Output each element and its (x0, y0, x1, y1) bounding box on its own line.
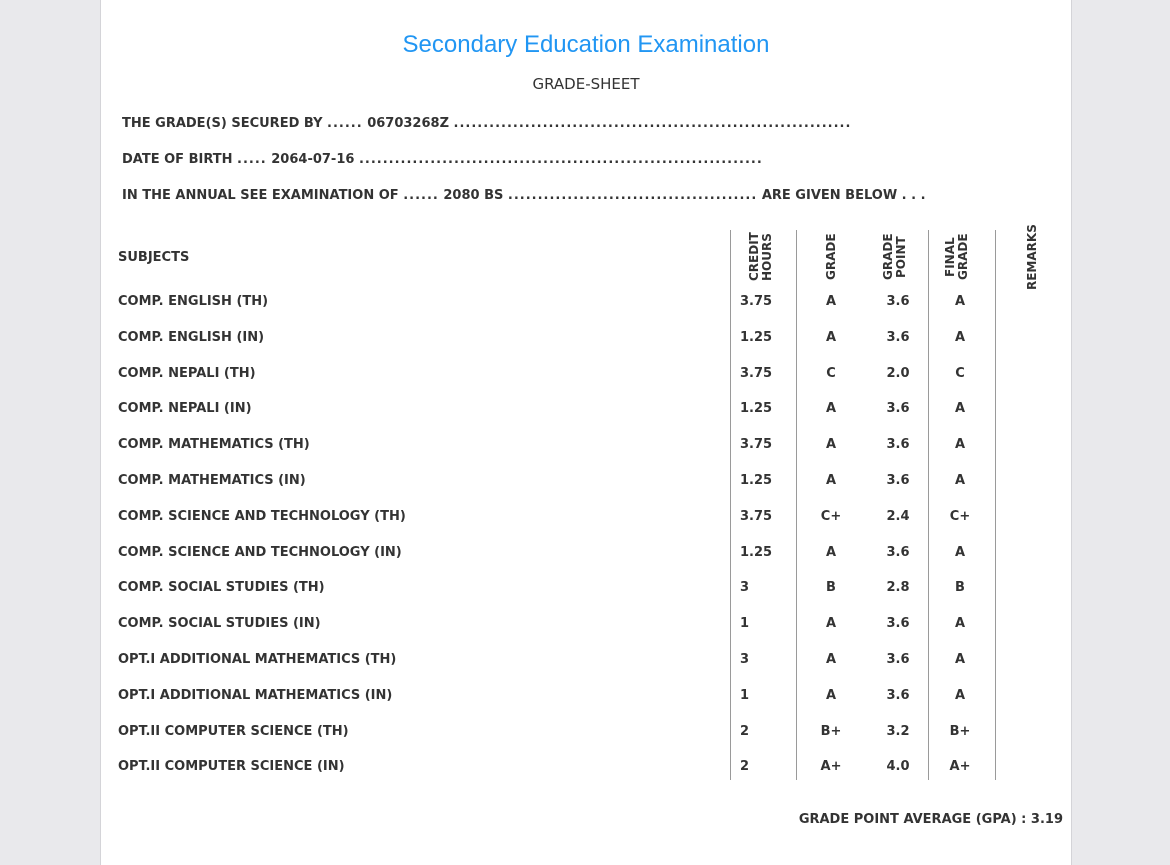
exam-dots-after: .......................................... (507, 188, 758, 203)
grade-point-cell: 3.6 (886, 616, 910, 632)
grade-cell: A (825, 544, 837, 560)
final-grade-cell: A (954, 401, 966, 417)
grade-point-cell: 3.6 (886, 437, 910, 453)
subject-cell: OPT.II COMPUTER SCIENCE (IN) (118, 759, 345, 775)
subject-cell: COMP. ENGLISH (TH) (118, 294, 269, 309)
credit-hours-cell: 2 (740, 723, 750, 739)
subject-cell: COMP. MATHEMATICS (IN) (118, 473, 306, 488)
credit-hours-cell: 1.25 (740, 473, 773, 488)
exam-year: 2080 BS (443, 188, 504, 203)
grade-header: GRADE (824, 233, 838, 281)
table-row (101, 607, 1071, 643)
secured-by-label: THE GRADE(S) SECURED BY (122, 116, 323, 131)
credit-hours-cell: 1.25 (740, 401, 773, 417)
grade-cell: C+ (820, 508, 842, 524)
dob-label: DATE OF BIRTH (122, 152, 233, 167)
gpa-label: GRADE POINT AVERAGE (GPA) : (798, 812, 1027, 827)
final-grade-cell: A+ (949, 759, 971, 775)
credit-hours-cell: 1 (740, 687, 750, 703)
grade-point-cell: 2.0 (886, 365, 910, 381)
dob-value: 2064-07-16 (271, 152, 355, 167)
grade-sheet-heading: GRADE-SHEET (532, 75, 640, 93)
credit-hours-cell: 1.25 (740, 329, 773, 345)
subject-cell: OPT.I ADDITIONAL MATHEMATICS (TH) (118, 652, 397, 667)
subject-cell: COMP. ENGLISH (IN) (118, 329, 265, 345)
grade-cell: A (825, 687, 837, 703)
grade-cell: A (825, 437, 837, 453)
grade-cell: A (825, 401, 837, 417)
table-row (101, 357, 1071, 393)
remarks-header: REMARKS (1025, 224, 1039, 290)
final-grade-cell: A (954, 473, 966, 488)
table-row (101, 715, 1071, 751)
secured-by-line (122, 116, 851, 131)
grade-point-cell: 3.2 (886, 723, 910, 739)
final-grade-cell: A (954, 437, 966, 453)
grade-cell: A (825, 473, 837, 488)
grade-cell: A (825, 616, 837, 632)
final-grade-cell: C (955, 365, 965, 381)
final-grade-cell: A (954, 544, 966, 560)
final-grade-cell: C+ (949, 508, 971, 524)
grade-cell: A (825, 294, 837, 309)
subject-cell: COMP. NEPALI (IN) (118, 401, 252, 417)
grade-cell: A (825, 652, 837, 667)
final-grade-cell: B (955, 580, 965, 596)
credit-hours-cell: 2 (740, 759, 750, 775)
subject-cell: OPT.II COMPUTER SCIENCE (TH) (118, 723, 349, 739)
table-row (101, 321, 1071, 357)
subjects-header: SUBJECTS (118, 250, 190, 265)
grade-point-cell: 3.6 (886, 652, 910, 667)
grade-cell: B (826, 580, 836, 596)
subject-cell: COMP. SOCIAL STUDIES (IN) (118, 616, 321, 632)
table-row (101, 536, 1071, 572)
gpa-line (799, 812, 1063, 827)
grade-point-cell: 3.6 (886, 473, 910, 488)
exam-title: Secondary Education Examination (402, 31, 770, 58)
exam-label: IN THE ANNUAL SEE EXAMINATION OF (122, 188, 399, 203)
grade-cell: C (826, 365, 836, 381)
subject-cell: COMP. MATHEMATICS (TH) (118, 437, 310, 453)
grade-point-cell: 3.6 (886, 401, 910, 417)
dob-dots-before: ..... (237, 152, 267, 167)
table-row (101, 500, 1071, 536)
final-grade-cell: A (954, 616, 966, 632)
final-grade-cell: A (954, 294, 966, 309)
table-row (101, 679, 1071, 715)
final-grade-cell: A (954, 652, 966, 667)
subject-cell: COMP. SCIENCE AND TECHNOLOGY (TH) (118, 508, 406, 524)
grade-point-cell: 2.8 (886, 580, 910, 596)
subject-cell: COMP. SCIENCE AND TECHNOLOGY (IN) (118, 544, 402, 560)
grade-point-cell: 3.6 (886, 329, 910, 345)
symbol-number: 06703268Z (367, 116, 449, 131)
final-grade-header: FINAL GRADE (943, 233, 970, 281)
grade-cell: A (825, 329, 837, 345)
final-grade-cell: B+ (949, 723, 971, 739)
credit-hours-cell: 3.75 (740, 437, 773, 453)
subject-cell: COMP. NEPALI (TH) (118, 365, 256, 381)
credit-hours-cell: 3 (740, 652, 750, 667)
grade-point-cell: 2.4 (886, 508, 910, 524)
table-row (101, 392, 1071, 428)
dob-line (122, 152, 763, 167)
grade-point-cell: 4.0 (886, 759, 910, 775)
table-row (101, 464, 1071, 500)
final-grade-cell: A (954, 687, 966, 703)
grade-cell: A+ (820, 759, 842, 775)
credit-hours-cell: 1 (740, 616, 750, 632)
grade-point-cell: 3.6 (886, 294, 910, 309)
grade-sheet-page (100, 0, 1072, 865)
table-row (101, 571, 1071, 607)
credit-hours-cell: 1.25 (740, 544, 773, 560)
exam-line (122, 188, 926, 203)
table-row (101, 643, 1071, 679)
exam-dots-before: ...... (403, 188, 439, 203)
grade-point-cell: 3.6 (886, 544, 910, 560)
credit-hours-cell: 3 (740, 580, 750, 596)
final-grade-cell: A (954, 329, 966, 345)
subject-cell: OPT.I ADDITIONAL MATHEMATICS (IN) (118, 687, 393, 703)
secured-by-dots-after: ................................................................... (453, 116, 852, 131)
credit-hours-cell: 3.75 (740, 365, 773, 381)
dob-dots-after: .................................................................... (358, 152, 763, 167)
grade-cell: B+ (820, 723, 842, 739)
credit-hours-cell: 3.75 (740, 508, 773, 524)
table-row (101, 750, 1071, 786)
credit-hours-header: CREDIT HOURS (747, 232, 774, 282)
table-row (101, 285, 1071, 321)
table-row (101, 428, 1071, 464)
credit-hours-cell: 3.75 (740, 294, 773, 309)
grade-point-cell: 3.6 (886, 687, 910, 703)
grade-point-header: GRADE POINT (881, 233, 908, 281)
secured-by-dots-before: ...... (327, 116, 363, 131)
subject-cell: COMP. SOCIAL STUDIES (TH) (118, 580, 325, 596)
gpa-value: 3.19 (1030, 812, 1063, 827)
exam-suffix: ARE GIVEN BELOW . . . (761, 188, 926, 203)
